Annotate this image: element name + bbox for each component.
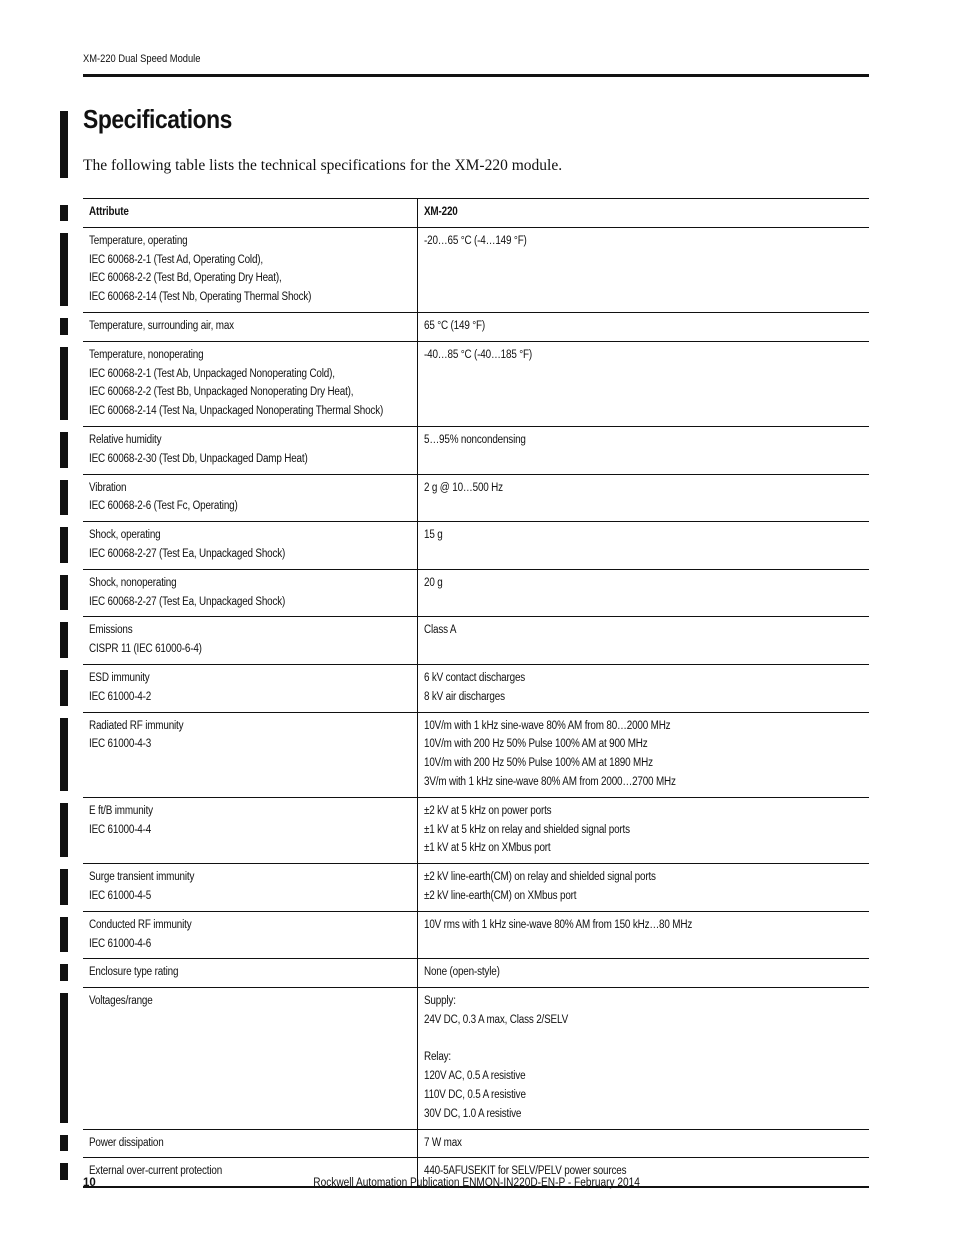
table-row	[83, 616, 869, 664]
change-bar	[60, 347, 68, 420]
cell-line: IEC 60068-2-1 (Test Ab, Unpackaged Nonoperating Cold),	[89, 367, 335, 380]
cell-line: None (open-style)	[424, 966, 500, 979]
cell-line: IEC 60068-2-1 (Test Ad, Operating Cold),	[89, 253, 263, 266]
attribute-cell	[83, 713, 418, 797]
value-cell	[418, 912, 869, 959]
table-row	[83, 911, 869, 959]
cell-line: 10V/m with 1 kHz sine-wave 80% AM from 80…2000 MHz	[424, 719, 671, 732]
cell-line: Surge transient immunity	[89, 871, 195, 884]
table-row	[83, 312, 869, 341]
cell-line: Voltages/range	[89, 995, 153, 1008]
cell-line: -20…65 °C (-4…149 °F)	[424, 234, 527, 247]
column-header-attribute: Attribute	[83, 199, 418, 227]
cell-line: 110V DC, 0.5 A resistive	[424, 1089, 526, 1102]
cell-line: 3V/m with 1 kHz sine-wave 80% AM from 2000…2700 MHz	[424, 775, 676, 788]
cell-line: 8 kV air discharges	[424, 690, 505, 703]
value-cell	[418, 798, 869, 863]
cell-line: Class A	[424, 624, 457, 637]
column-header-xm220: XM-220	[424, 206, 458, 218]
attribute-cell	[83, 475, 418, 522]
table-row	[83, 987, 869, 1129]
attribute-cell	[83, 228, 418, 312]
table-row	[83, 521, 869, 569]
cell-line	[424, 1030, 863, 1049]
value-cell	[418, 475, 869, 522]
value-cell	[418, 1130, 869, 1158]
cell-line: IEC 60068-2-6 (Test Fc, Operating)	[89, 500, 238, 513]
value-cell	[418, 864, 869, 911]
cell-line: IEC 60068-2-2 (Test Bd, Operating Dry Heat),	[89, 272, 282, 285]
value-cell	[418, 713, 869, 797]
cell-line: 65 °C (149 °F)	[424, 319, 486, 332]
table-row	[83, 664, 869, 712]
cell-line: E ft/B immunity	[89, 804, 153, 817]
value-cell	[418, 427, 869, 474]
table-row	[83, 474, 869, 522]
attribute-cell	[83, 570, 418, 617]
cell-line: External over-current protection	[89, 1165, 223, 1178]
cell-line: 5…95% noncondensing	[424, 433, 526, 446]
cell-line: 24V DC, 0.3 A max, Class 2/SELV	[424, 1013, 569, 1026]
table-row	[83, 958, 869, 987]
cell-line: Supply:	[424, 995, 456, 1008]
cell-line: IEC 60068-2-2 (Test Bb, Unpackaged Nonoperating Dry Heat),	[89, 386, 354, 399]
attribute-cell	[83, 522, 418, 569]
cell-line: ±1 kV at 5 kHz on relay and shielded signal ports	[424, 823, 630, 836]
change-bar	[60, 917, 68, 953]
change-bar	[60, 575, 68, 611]
cell-line: 2 g @ 10…500 Hz	[424, 481, 503, 494]
cell-line: Conducted RF immunity	[89, 918, 192, 931]
cell-line: Relative humidity	[89, 433, 162, 446]
cell-line: IEC 60068-2-30 (Test Db, Unpackaged Damp Heat)	[89, 452, 308, 465]
cell-line: Shock, nonoperating	[89, 576, 177, 589]
cell-line: Temperature, surrounding air, max	[89, 319, 234, 332]
change-bar	[60, 432, 68, 468]
cell-line: IEC 60068-2-27 (Test Ea, Unpackaged Shock)	[89, 595, 286, 608]
cell-line: IEC 60068-2-14 (Test Nb, Operating Thermal Shock)	[89, 291, 312, 304]
cell-line: 6 kV contact discharges	[424, 671, 526, 684]
change-bar	[60, 622, 68, 658]
attribute-cell	[83, 1130, 418, 1158]
page-title: Specifications	[83, 104, 232, 134]
cell-line: 10V/m with 200 Hz 50% Pulse 100% AM at 900 MHz	[424, 738, 648, 751]
table-header-row	[83, 199, 869, 227]
specifications-table	[83, 198, 869, 1188]
change-bar	[60, 205, 68, 221]
cell-line: Enclosure type rating	[89, 966, 179, 979]
header-rule	[83, 74, 869, 77]
cell-line: -40…85 °C (-40…185 °F)	[424, 348, 533, 361]
running-header: XM-220 Dual Speed Module	[83, 53, 201, 65]
change-bar	[60, 527, 68, 563]
cell-line: ±2 kV line-earth(CM) on relay and shielded signal ports	[424, 871, 656, 884]
cell-line: Shock, operating	[89, 529, 161, 542]
cell-line: Temperature, operating	[89, 234, 188, 247]
cell-line: 7 W max	[424, 1136, 462, 1149]
attribute-cell	[83, 617, 418, 664]
cell-line: ±2 kV line-earth(CM) on XMbus port	[424, 889, 577, 902]
cell-line: 15 g	[424, 529, 443, 542]
change-bar	[60, 318, 68, 335]
value-cell	[418, 570, 869, 617]
table-row	[83, 797, 869, 863]
attribute-cell	[83, 798, 418, 863]
table-row	[83, 426, 869, 474]
attribute-cell	[83, 864, 418, 911]
table-row	[83, 227, 869, 312]
table-row	[83, 569, 869, 617]
cell-line: Temperature, nonoperating	[89, 348, 204, 361]
value-cell	[418, 665, 869, 712]
value-cell	[418, 228, 869, 312]
cell-line: 10V/m with 200 Hz 50% Pulse 100% AM at 1890 MHz	[424, 757, 653, 770]
value-cell	[418, 988, 869, 1129]
cell-line: IEC 61000-4-5	[89, 889, 152, 902]
cell-line: Emissions	[89, 624, 133, 637]
cell-line: IEC 61000-4-4	[89, 823, 152, 836]
value-cell	[418, 522, 869, 569]
cell-line: Relay:	[424, 1051, 452, 1064]
attribute-cell	[83, 665, 418, 712]
change-bar	[60, 964, 68, 981]
cell-line: IEC 60068-2-14 (Test Na, Unpackaged Nonoperating Thermal Shock)	[89, 405, 384, 418]
table-row	[83, 712, 869, 797]
cell-line: 120V AC, 0.5 A resistive	[424, 1070, 526, 1083]
cell-line: IEC 61000-4-3	[89, 738, 152, 751]
cell-line: ±2 kV at 5 kHz on power ports	[424, 804, 552, 817]
publication-footer: Rockwell Automation Publication ENMON-IN220D-EN-P - February 2014	[313, 1177, 641, 1189]
change-bar	[60, 718, 68, 791]
change-bar	[60, 993, 68, 1123]
value-cell	[418, 959, 869, 987]
cell-line: Power dissipation	[89, 1136, 164, 1149]
change-bar	[60, 869, 68, 905]
change-bar	[60, 670, 68, 706]
value-cell	[418, 342, 869, 426]
change-bar	[60, 233, 68, 306]
cell-line: 10V rms with 1 kHz sine-wave 80% AM from 150 kHz…80 MHz	[424, 918, 693, 931]
attribute-cell	[83, 427, 418, 474]
attribute-cell	[83, 912, 418, 959]
page-number: 10	[83, 1177, 96, 1189]
change-bar	[60, 803, 68, 857]
cell-line: ESD immunity	[89, 671, 150, 684]
cell-line: 30V DC, 1.0 A resistive	[424, 1107, 522, 1120]
change-bar	[60, 1135, 68, 1152]
attribute-cell	[83, 988, 418, 1129]
cell-line: 20 g	[424, 576, 443, 589]
cell-line: 440-5AFUSEKIT for SELV/PELV power sources	[424, 1165, 627, 1178]
cell-line: IEC 61000-4-6	[89, 937, 152, 950]
cell-line: CISPR 11 (IEC 61000-6-4)	[89, 643, 202, 656]
table-row	[83, 341, 869, 426]
intro-paragraph: The following table lists the technical specifications for the XM-220 module.	[83, 157, 563, 174]
cell-line: IEC 61000-4-2	[89, 690, 152, 703]
change-bar	[60, 111, 68, 178]
cell-line: ±1 kV at 5 kHz on XMbus port	[424, 842, 551, 855]
value-cell	[418, 313, 869, 341]
attribute-cell	[83, 959, 418, 987]
cell-line: IEC 60068-2-27 (Test Ea, Unpackaged Shock)	[89, 547, 286, 560]
cell-line: Vibration	[89, 481, 127, 494]
change-bar	[60, 480, 68, 516]
value-cell	[418, 617, 869, 664]
attribute-cell	[83, 342, 418, 426]
attribute-cell	[83, 313, 418, 341]
table-row	[83, 1129, 869, 1158]
table-row	[83, 863, 869, 911]
cell-line: Radiated RF immunity	[89, 719, 184, 732]
